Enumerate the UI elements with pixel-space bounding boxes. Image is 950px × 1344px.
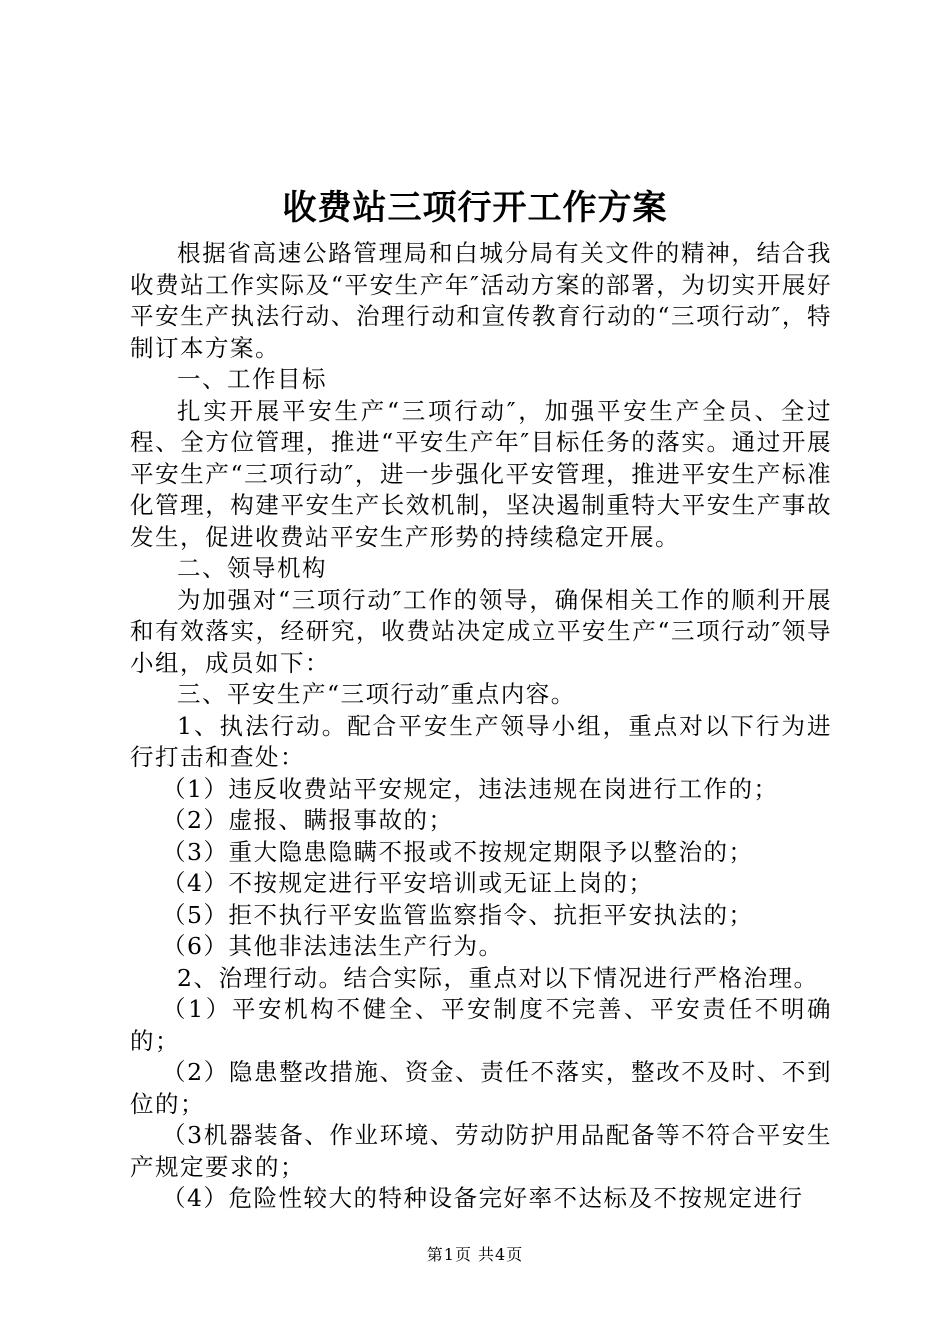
paragraph-goals: 扎实开展平安生产“三项行动″，加强平安生产全员、全过程、全方位管理，推进“平安生产年″目标任务的落实。通过开展平安生产“三项行动″，进一步强化平安管理，推进平安生产标准化管理，构建平安生产长效机制，坚决遏制重特大平安生产事故发生，促进收费站平安生产形势的持续稳定开展。	[130, 396, 832, 551]
section-heading-key-content: 三、平安生产“三项行动″重点内容。	[177, 680, 576, 708]
list-item: （2）隐患整改措施、资金、责任不落实，整改不及时、不到位的；	[130, 1058, 832, 1118]
list-item: （1）平安机构不健全、平安制度不完善、平安责任不明确的；	[130, 995, 832, 1055]
list-item: （2）虚报、瞒报事故的；	[162, 806, 454, 834]
paragraph-intro: 根据省高速公路管理局和白城分局有关文件的精神，结合我收费站工作实际及“平安生产年″活动方案的部署，为切实开展好平安生产执法行动、治理行动和宣传教育行动的“三项行动″，特制订本方案。	[130, 239, 832, 362]
list-item: （1）违反收费站平安规定，违法违规在岗进行工作的；	[162, 774, 779, 803]
list-item: （5）拒不执行平安监管监察指令、抗拒平安执法的；	[162, 900, 754, 929]
section-heading-leadership: 二、领导机构	[177, 554, 327, 582]
list-item: （3机器装备、作业环境、劳动防护用品配备等不符合平安生产规定要求的；	[130, 1121, 832, 1181]
paragraph-governance: 2、治理行动。结合实际，重点对以下情况进行严格治理。	[177, 963, 819, 992]
list-item: （4）不按规定进行平安培训或无证上岗的；	[162, 869, 654, 897]
paragraph-enforcement: 1、执法行动。配合平安生产领导小组，重点对以下行为进行打击和查处：	[130, 711, 832, 771]
section-heading-goals: 一、工作目标	[177, 365, 327, 393]
list-item: （6）其他非法违法生产行为。	[162, 932, 504, 960]
page-footer: 第1页 共4页	[426, 1245, 524, 1264]
list-item: （4）危险性较大的特种设备完好率不达标及不按规定进行	[162, 1184, 804, 1212]
document-body	[130, 238, 832, 1215]
paragraph-leadership: 为加强对“三项行动″工作的领导，确保相关工作的顺利开展和有效落实，经研究，收费站决定成立平安生产“三项行动″领导小组，成员如下：	[130, 585, 832, 677]
document-title: 收费站三项行开工作方案	[282, 188, 668, 228]
list-item: （3）重大隐患隐瞒不报或不按规定期限予以整治的；	[162, 837, 754, 866]
